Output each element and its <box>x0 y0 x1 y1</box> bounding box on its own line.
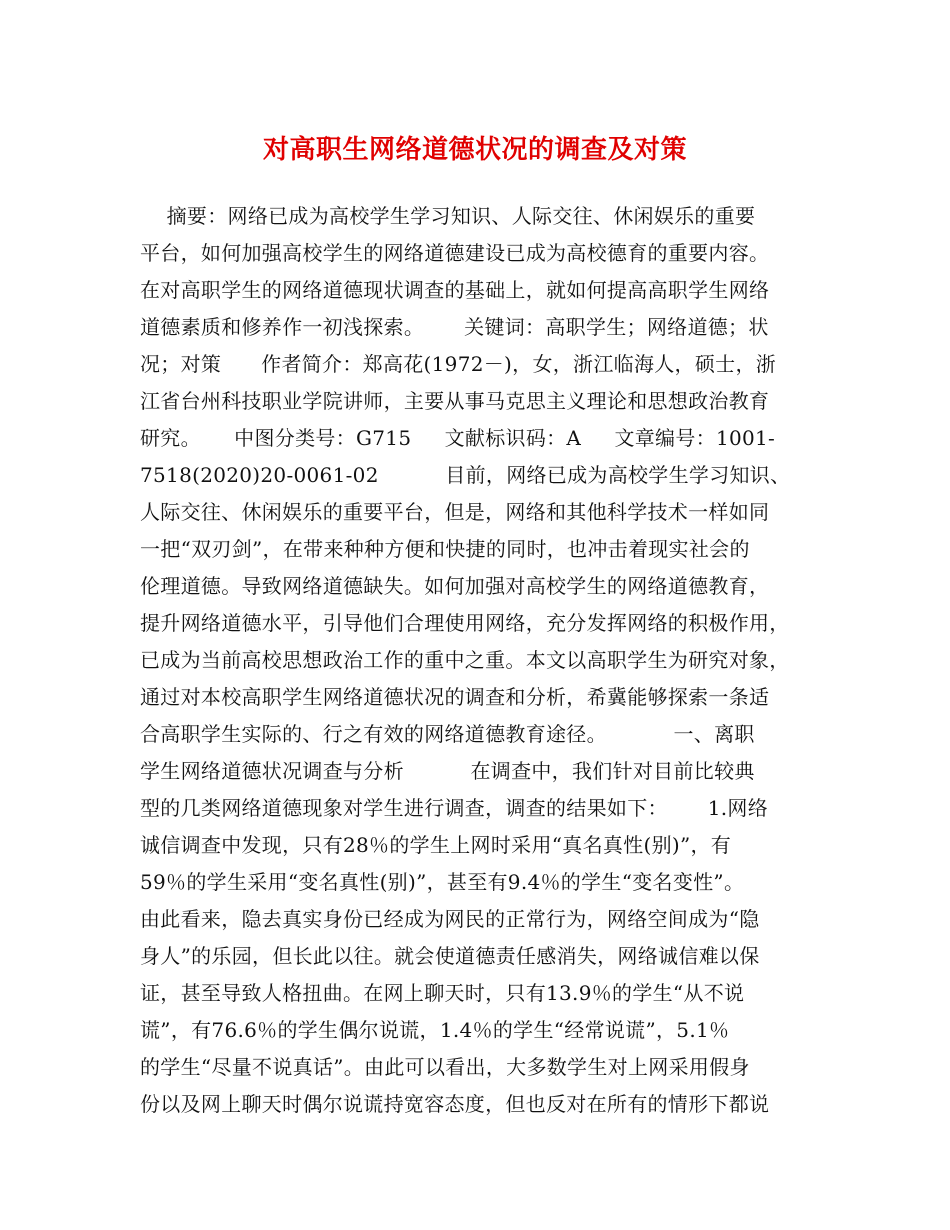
body-line: 通过对本校高职学生网络道德状况的调查和分析，希冀能够探索一条适 <box>140 685 770 709</box>
body-line: 一把“双刃剑”，在带来种种方便和快捷的同时，也冲击着现实社会的 <box>140 537 750 561</box>
body-line: 证，甚至导致人格扭曲。在网上聊天时，只有13.9％的学生“从不说 <box>140 981 745 1005</box>
body-line: 份以及网上聊天时偶尔说谎持宽容态度，但也反对在所有的情形下都说 <box>140 1092 770 1116</box>
body-line: 合高职学生实际的、行之有效的网络道德教育途径。 一、离职 <box>140 722 755 746</box>
body-line: 提升网络道德水平，引导他们合理使用网络，充分发挥网络的积极作用， <box>140 611 790 635</box>
body-line: 平台，如何加强高校学生的网络道德建设已成为高校德育的重要内容。 <box>140 241 770 265</box>
body-line: 由此看来，隐去真实身份已经成为网民的正常行为，网络空间成为“隐 <box>140 907 760 931</box>
body-line: 谎”，有76.6％的学生偶尔说谎，1.4％的学生“经常说谎”，5.1％ <box>140 1018 730 1042</box>
body-line: 已成为当前高校思想政治工作的重中之重。本文以高职学生为研究对象， <box>140 648 790 672</box>
body-line: 江省台州科技职业学院讲师，主要从事马克思主义理论和思想政治教育 <box>140 389 770 413</box>
body-line: 道德素质和修养作一初浅探索。 关键词：高职学生；网络道德；状 <box>140 315 769 339</box>
body-line: 的学生“尽量不说真话”。由此可以看出，大多数学生对上网采用假身 <box>140 1055 750 1079</box>
document-body <box>140 198 818 1123</box>
body-line: 型的几类网络道德现象对学生进行调查，调查的结果如下： 1.网络 <box>140 796 769 820</box>
body-line: 摘要：网络已成为高校学生学习知识、人际交往、休闲娱乐的重要 <box>140 204 756 228</box>
body-line: 7518(2020)20-0061-02 目前，网络已成为高校学生学习知识、 <box>140 463 791 487</box>
body-line: 研究。 中图分类号：G715 文献标识码：A 文章编号：1001- <box>140 426 776 450</box>
body-line: 学生网络道德状况调查与分析 在调查中，我们针对目前比较典 <box>140 759 755 783</box>
body-line: 在对高职学生的网络道德现状调查的基础上，就如何提高高职学生网络 <box>140 278 770 302</box>
body-line: 诚信调查中发现，只有28％的学生上网时采用“真名真性(别)”，有 <box>140 833 732 857</box>
body-line: 况；对策 作者简介：郑高花(1972－)，女，浙江临海人，硕士，浙 <box>140 352 777 376</box>
body-line: 伦理道德。导致网络道德缺失。如何加强对高校学生的网络道德教育， <box>140 574 770 598</box>
document-title: 对高职生网络道德状况的调查及对策 <box>262 135 687 165</box>
body-line: 身人”的乐园，但长此以往。就会使道德责任感消失，网络诚信难以保 <box>140 944 760 968</box>
body-line: 人际交往、休闲娱乐的重要平台，但是，网络和其他科学技术一样如同 <box>140 500 770 524</box>
body-line: 59％的学生采用“变名真性(别)”，甚至有9.4％的学生“变名变性”。 <box>140 870 745 894</box>
